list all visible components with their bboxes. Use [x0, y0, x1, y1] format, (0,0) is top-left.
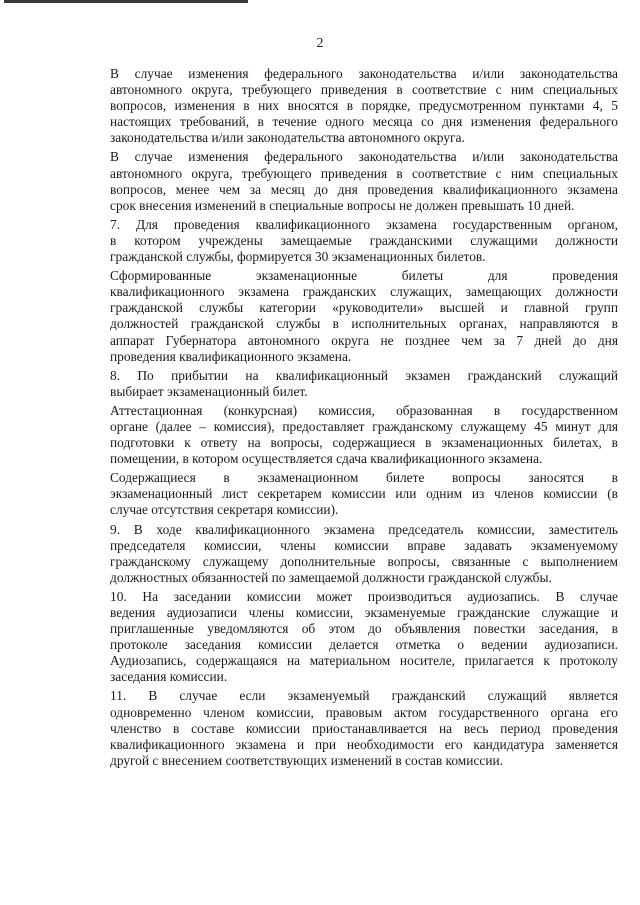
- text-line: должностных обязанностей по замещаемой должности гражданской службы.: [110, 569, 552, 585]
- text-line: подготовки к ответу на вопросы, содержащиеся в экзаменационных билетах, в: [110, 435, 618, 451]
- text-line: выбирает экзаменационный билет.: [110, 383, 308, 399]
- text-line: аппарат Губернатора автономного округа не позднее чем за 7 дней до дня: [110, 332, 618, 348]
- paragraph-changes-deadline: [72, 149, 618, 213]
- text-line: Содержащиеся в экзаменационном билете вопросы заносятся в: [110, 470, 618, 486]
- text-line: 8. По прибытии на квалификационный экзамен гражданский служащий: [110, 367, 618, 383]
- text-line: случае отсутствия секретаря комиссии).: [110, 502, 339, 518]
- text-line: настоящих требований, в течение одного месяца со дня изменения федерального: [110, 114, 618, 130]
- text-line: 9. В ходе квалификационного экзамена председатель комиссии, заместитель: [110, 521, 618, 537]
- paragraph-item-10: [72, 589, 618, 686]
- text-line: членство в составе комиссии приостанавливается на весь период проведения: [110, 720, 618, 736]
- text-line: квалификационного экзамена гражданских служащих, замещающих должности: [110, 284, 618, 300]
- paragraph-federal-law-changes: [72, 66, 618, 146]
- text-line: должностей гражданской службы в исполнительных органах, направляются в: [110, 316, 618, 332]
- text-line: гражданской службы, формируется 30 экзаменационных билетов.: [110, 249, 486, 265]
- text-line: экзаменационный лист секретарем комиссии или одним из членов комиссии (в: [110, 486, 618, 502]
- text-line: гражданской службы категории «руководители» высшей и главной групп: [110, 300, 618, 316]
- text-line: 7. Для проведения квалификационного экзамена государственным органом,: [110, 216, 618, 232]
- text-line: приглашенные уведомляются об этом до объявления повестки заседания, в: [110, 621, 618, 637]
- text-line: 11. В случае если экзаменуемый гражданский служащий является: [110, 688, 618, 704]
- document-body: [72, 66, 618, 772]
- text-line: законодательства и/или законодательства автономного округа.: [110, 130, 465, 146]
- text-line: гражданскому служащему дополнительные вопросы, связанные с выполнением: [110, 553, 618, 569]
- text-line: Аттестационная (конкурсная) комиссия, образованная в государственном: [110, 402, 618, 418]
- page-number: 2: [316, 36, 324, 51]
- text-line: органе (далее – комиссия), предоставляет гражданскому служащему 45 минут для: [110, 418, 618, 434]
- text-line: вопросов, менее чем за месяц до дня проведения квалификационного экзамена: [110, 181, 618, 197]
- paragraph-item-11: [72, 688, 618, 768]
- text-line: председателя комиссии, члены комиссии вправе задавать экзаменуемому: [110, 537, 618, 553]
- text-line: проведения квалификационного экзамена.: [110, 348, 352, 364]
- text-line: Аудиозапись, содержащаяся на материальном носителе, прилагается к протоколу: [110, 653, 618, 669]
- text-line: вопросов, изменения в них вносятся в порядке, предусмотренном пунктами 4, 5: [110, 98, 618, 114]
- text-line: квалификационного экзамена и при необходимости его кандидатура заменяется: [110, 736, 618, 752]
- text-line: заседания комиссии.: [110, 669, 228, 685]
- paragraph-item-7: [72, 217, 618, 265]
- text-line: другой с внесением соответствующих изменений в состав комиссии.: [110, 752, 504, 768]
- paragraph-exam-sheet: [72, 470, 618, 518]
- text-line: протоколе заседания комиссии делается отметка о ведении аудиозаписи.: [110, 637, 618, 653]
- text-line: помещении, в котором осуществляется сдача квалификационного экзамена.: [110, 451, 543, 467]
- text-line: Сформированные экзаменационные билеты для проведения: [110, 268, 618, 284]
- text-line: В случае изменения федерального законодательства и/или законодательства: [110, 66, 618, 81]
- paragraph-item-9: [72, 522, 618, 586]
- text-line: одновременно членом комиссии, правовым актом государственного органа его: [110, 704, 618, 720]
- text-line: В случае изменения федерального законодательства и/или законодательства: [110, 149, 618, 165]
- text-line: 10. На заседании комиссии может производиться аудиозапись. В случае: [110, 588, 618, 604]
- top-scan-rule: [4, 0, 248, 3]
- paragraph-item-8: [72, 368, 618, 400]
- text-line: в котором учреждены замещаемые гражданскими служащими должности: [110, 232, 618, 248]
- text-line: автономного округа, требующего приведения в соответствие с ним специальных: [110, 82, 618, 98]
- paragraph-commission-time: [72, 403, 618, 467]
- text-line: срок внесения изменений в специальные вопросы не должен превышать 10 дней.: [110, 197, 575, 213]
- text-line: автономного округа, требующего приведения в соответствие с ним специальных: [110, 165, 618, 181]
- paragraph-formed-tickets: [72, 268, 618, 365]
- text-line: ведения аудиозаписи члены комиссии, экзаменуемые гражданские служащие и: [110, 605, 618, 620]
